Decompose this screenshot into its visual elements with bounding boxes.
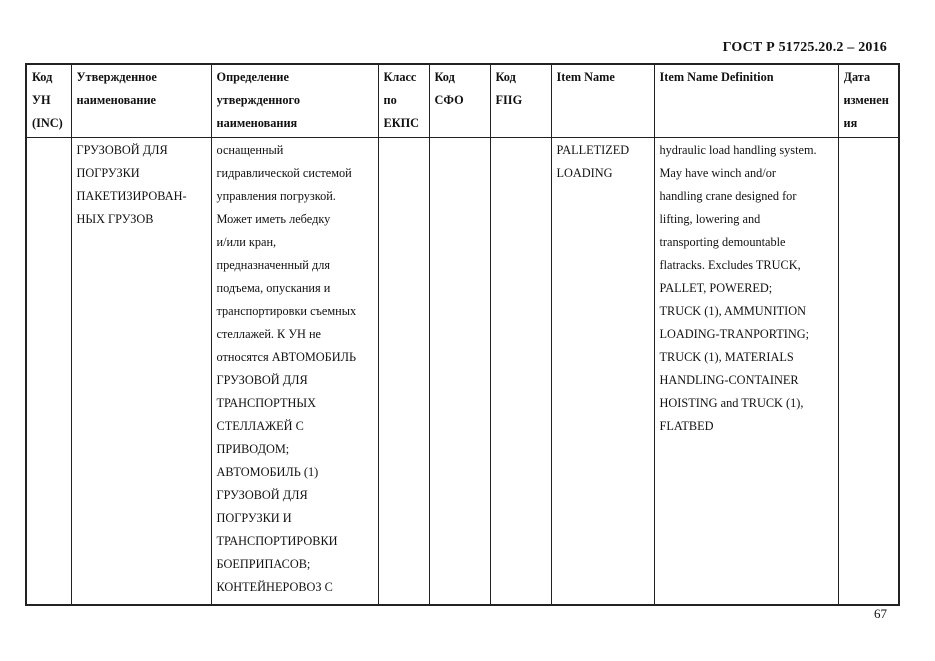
cell-line: управления погрузкой. bbox=[216, 189, 336, 203]
header-item-name-definition bbox=[654, 64, 838, 138]
cell-line: Код bbox=[495, 70, 516, 84]
document-code: ГОСТ Р 51725.20.2 – 2016 bbox=[722, 40, 887, 55]
cell-line: handling crane designed for bbox=[659, 189, 797, 203]
item-name-table bbox=[25, 63, 900, 606]
cell-line: ГРУЗОВОЙ ДЛЯ bbox=[216, 373, 308, 387]
cell-line: и/или кран, bbox=[216, 235, 277, 249]
cell-line: УН bbox=[32, 93, 51, 107]
cell-line: КОНТЕЙНЕРОВОЗ С bbox=[216, 580, 333, 594]
cell-line: Может иметь лебедку bbox=[216, 212, 331, 226]
cell-line: May have winch and/or bbox=[659, 166, 776, 180]
cell-line: ГРУЗОВОЙ ДЛЯ bbox=[216, 488, 308, 502]
cell-line: изменен bbox=[843, 93, 889, 107]
cell-line: оснащенный bbox=[216, 143, 284, 157]
cell-line: FIIG bbox=[495, 93, 523, 107]
cell-line: по bbox=[383, 93, 397, 107]
cell-line: LOADING bbox=[556, 166, 613, 180]
cell-line: ПРИВОДОМ; bbox=[216, 442, 290, 456]
cell-line: hydraulic load handling system. bbox=[659, 143, 817, 157]
cell-line: Класс bbox=[383, 70, 417, 84]
cell-line: HANDLING-CONTAINER bbox=[659, 373, 799, 387]
cell-line: ПОГРУЗКИ И bbox=[216, 511, 292, 525]
cell-line: Утвержденное bbox=[76, 70, 157, 84]
cell-line: транспортировки съемных bbox=[216, 304, 357, 318]
cell-line: flatracks. Excludes TRUCK, bbox=[659, 258, 801, 272]
cell-line: утвержденного bbox=[216, 93, 300, 107]
page-number: 67 bbox=[874, 606, 887, 621]
cell-line: НЫХ ГРУЗОВ bbox=[76, 212, 154, 226]
header-item-name bbox=[551, 64, 654, 138]
cell-approved-name bbox=[71, 138, 211, 606]
cell-line: Код bbox=[434, 70, 455, 84]
cell-line: относятся АВТОМОБИЛЬ bbox=[216, 350, 357, 364]
cell-line: ПОГРУЗКИ bbox=[76, 166, 140, 180]
cell-line: ЕКПС bbox=[383, 116, 420, 130]
cell-line: СФО bbox=[434, 93, 464, 107]
cell-item-name-definition bbox=[654, 138, 838, 606]
cell-line: Код bbox=[32, 70, 53, 84]
header-approved-name bbox=[71, 64, 211, 138]
cell-line: PALLET, POWERED; bbox=[659, 281, 773, 295]
table-header-row bbox=[26, 64, 899, 138]
cell-line: гидравлической системой bbox=[216, 166, 352, 180]
cell-line: ия bbox=[843, 116, 858, 130]
header-sfo-code bbox=[429, 64, 490, 138]
cell-line: наименования bbox=[216, 116, 298, 130]
cell-line: наименование bbox=[76, 93, 156, 107]
cell-line: СТЕЛЛАЖЕЙ С bbox=[216, 419, 304, 433]
cell-line: HOISTING and TRUCK (1), bbox=[659, 396, 804, 410]
cell-line: ПАКЕТИЗИРОВАН- bbox=[76, 189, 187, 203]
cell-line: ТРАНСПОРТНЫХ bbox=[216, 396, 316, 410]
cell-line: ТРАНСПОРТИРОВКИ bbox=[216, 534, 338, 548]
header-name-definition-ru bbox=[211, 64, 378, 138]
cell-item-name bbox=[551, 138, 654, 606]
cell-line: (INC) bbox=[32, 116, 63, 130]
header-change-date bbox=[838, 64, 899, 138]
cell-line: TRUCK (1), MATERIALS bbox=[659, 350, 794, 364]
cell-line: АВТОМОБИЛЬ (1) bbox=[216, 465, 319, 479]
table-row bbox=[26, 138, 899, 606]
header-fiig-code bbox=[490, 64, 551, 138]
cell-line: БОЕПРИПАСОВ; bbox=[216, 557, 311, 571]
cell-line: стеллажей. К УН не bbox=[216, 327, 322, 341]
cell-line: Item Name bbox=[556, 70, 615, 84]
cell-line: FLATBED bbox=[659, 419, 714, 433]
cell-ekps-class bbox=[378, 138, 429, 606]
header-inc-code bbox=[26, 64, 71, 138]
cell-line: PALLETIZED bbox=[556, 143, 630, 157]
cell-fiig-code bbox=[490, 138, 551, 606]
cell-line: TRUCK (1), AMMUNITION bbox=[659, 304, 807, 318]
header-ekps-class bbox=[378, 64, 429, 138]
cell-sfo-code bbox=[429, 138, 490, 606]
cell-inc-code bbox=[26, 138, 71, 606]
cell-line: Определение bbox=[216, 70, 289, 84]
cell-line: Дата bbox=[843, 70, 871, 84]
cell-line: Item Name Definition bbox=[659, 70, 774, 84]
cell-line: ГРУЗОВОЙ ДЛЯ bbox=[76, 143, 168, 157]
cell-line: lifting, lowering and bbox=[659, 212, 761, 226]
cell-name-definition-ru bbox=[211, 138, 378, 606]
cell-line: LOADING-TRANPORTING; bbox=[659, 327, 810, 341]
cell-line: предназначенный для bbox=[216, 258, 330, 272]
cell-line: подъема, опускания и bbox=[216, 281, 331, 295]
cell-line: transporting demountable bbox=[659, 235, 786, 249]
cell-change-date bbox=[838, 138, 899, 606]
